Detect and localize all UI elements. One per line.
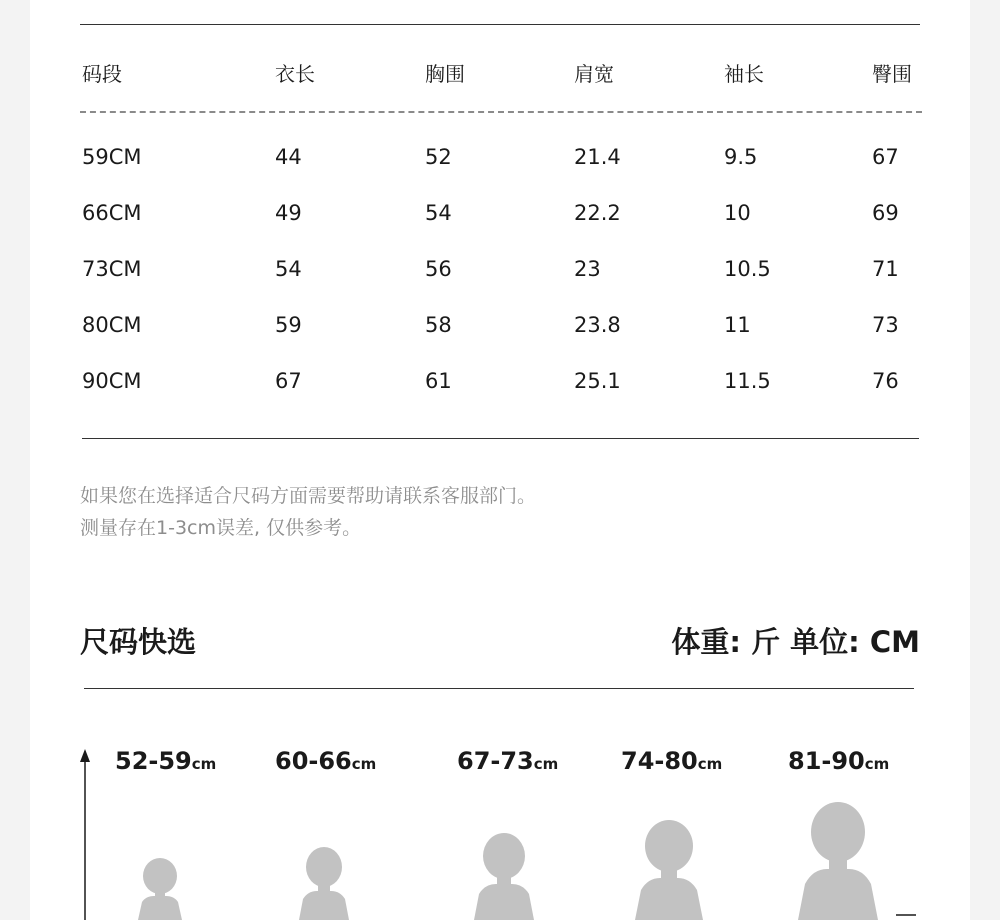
header-size: 码段 <box>82 62 122 86</box>
cell-shoulder: 25.1 <box>574 369 621 393</box>
cell-hip: 76 <box>872 369 899 393</box>
range-unit: cm <box>864 755 890 773</box>
child-silhouette-icon <box>466 833 542 920</box>
cell-shoulder: 23 <box>574 257 601 281</box>
cell-sleeve: 10.5 <box>724 257 771 281</box>
cell-shoulder: 21.4 <box>574 145 621 169</box>
cell-size: 90CM <box>82 369 142 393</box>
range-label-3 <box>457 744 558 781</box>
quick-select-units: 体重: 斤 单位: CM <box>671 625 920 659</box>
header-hip: 臀围 <box>872 62 912 86</box>
cell-shoulder: 23.8 <box>574 313 621 337</box>
range-label-5 <box>788 744 889 781</box>
child-silhouette-icon <box>627 820 711 920</box>
header-chest: 胸围 <box>425 62 465 86</box>
help-note: 如果您在选择适合尺码方面需要帮助请联系客服部门。 <box>80 485 537 507</box>
child-silhouette-icon <box>790 802 886 920</box>
range-value: 52-59 <box>115 747 192 775</box>
cell-hip: 71 <box>872 257 899 281</box>
cell-size: 73CM <box>82 257 142 281</box>
cell-chest: 58 <box>425 313 452 337</box>
cell-length: 54 <box>275 257 302 281</box>
cell-length: 67 <box>275 369 302 393</box>
tolerance-note: 测量存在1-3cm误差, 仅供参考。 <box>80 517 362 539</box>
cell-chest: 54 <box>425 201 452 225</box>
header-sleeve: 袖长 <box>724 62 764 86</box>
cell-hip: 69 <box>872 201 899 225</box>
cell-hip: 73 <box>872 313 899 337</box>
range-value: 81-90 <box>788 747 865 775</box>
cell-sleeve: 11.5 <box>724 369 771 393</box>
axis-arrow-icon <box>80 749 90 762</box>
cell-chest: 56 <box>425 257 452 281</box>
cell-length: 49 <box>275 201 302 225</box>
range-unit: cm <box>533 755 559 773</box>
range-value: 60-66 <box>275 747 352 775</box>
cell-size: 80CM <box>82 313 142 337</box>
range-value: 74-80 <box>621 747 698 775</box>
range-unit: cm <box>351 755 377 773</box>
header-shoulder: 肩宽 <box>574 62 614 86</box>
cell-hip: 67 <box>872 145 899 169</box>
cell-size: 59CM <box>82 145 142 169</box>
cell-length: 59 <box>275 313 302 337</box>
quick-select-title: 尺码快选 <box>80 625 197 659</box>
child-silhouette-icon <box>130 856 190 920</box>
range-value: 67-73 <box>457 747 534 775</box>
cell-sleeve: 11 <box>724 313 751 337</box>
size-chart-card <box>30 0 970 920</box>
cell-shoulder: 22.2 <box>574 201 621 225</box>
cell-length: 44 <box>275 145 302 169</box>
cell-sleeve: 9.5 <box>724 145 758 169</box>
range-label-4 <box>621 744 722 781</box>
range-label-2 <box>275 744 376 781</box>
cell-chest: 52 <box>425 145 452 169</box>
cell-size: 66CM <box>82 201 142 225</box>
header-length: 衣长 <box>275 62 315 86</box>
height-axis <box>30 0 970 920</box>
range-unit: cm <box>191 755 217 773</box>
cell-chest: 61 <box>425 369 452 393</box>
range-unit: cm <box>697 755 723 773</box>
range-label-1 <box>115 744 216 781</box>
cell-sleeve: 10 <box>724 201 751 225</box>
child-silhouette-icon <box>291 847 357 920</box>
